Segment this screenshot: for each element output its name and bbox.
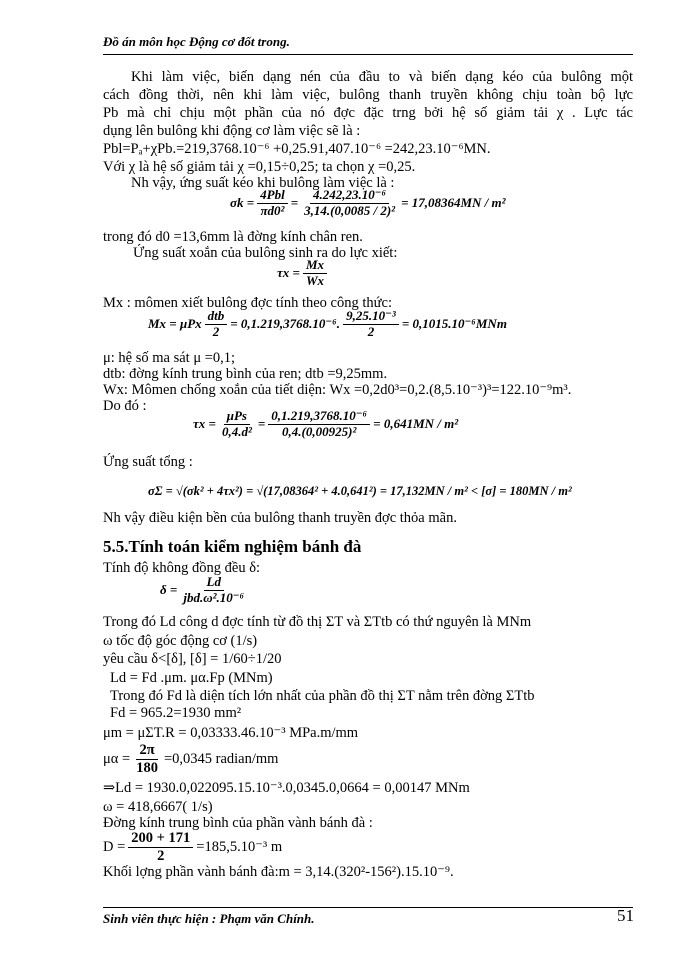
paragraph-line: dụng lên bulông khi động cơ làm việc sẽ là : [103,123,361,139]
footer-rule [103,907,633,908]
equation-mu-alpha: μα = $\frac{2\pi}{180}$ =0,0345 radian/mm [103,742,279,776]
equation-sigma-k: σk = $\frac{\text{4Pbl}}{\text{πd0²}}$ = $\frac{\text{4.242,23.10⁻⁶}}{\text{3,14.(0,0085 / 2)²}}$ = 17,08364MN / m² [230,187,506,218]
paragraph-line: Tính độ không đồng đều δ: [103,560,261,576]
paragraph-line: Nh vậy điều kiện bền của bulông thanh truyền đợc thỏa mãn. [103,510,457,526]
paragraph-line: Do đó : [103,398,147,414]
paragraph-line: Mx : mômen xiết bulông đợc tính theo công thức: [103,295,392,311]
paragraph-line: μ: hệ số ma sát μ =0,1; [103,350,236,366]
paragraph-line: ω tốc độ góc động cơ (1/s) [103,633,258,649]
paragraph-line: Wx: Mômen chống xoắn của tiết diện: Wx =0,2d0³=0,2.(8,5.10⁻³)³=122.10⁻⁹m³. [103,382,572,398]
page-header: Đồ án môn học Động cơ đốt trong. [103,34,290,49]
paragraph-line: Ld = Fd .μm. μα.Fp (MNm) [110,670,273,686]
paragraph-line: Khi làm việc, biến dạng nén của đầu to và biến dạng kéo của bulông một [131,69,633,85]
paragraph-line: Fd = 965.2=1930 mm² [110,705,242,721]
equation-tau-x-value: τx = $\frac{\text{μPs}}{\text{0,4.d²}}$ = $\frac{\text{0,1.219,3768.10⁻⁶}}{\text{0,4.(0,00925)²}}$ = 0,641MN / m² [193,408,459,439]
equation-d: D = $\frac{200 + 171}{2}$ =185,5.10⁻³ m [103,830,283,864]
paragraph-line: Với χ là hệ số giảm tải χ =0,15÷0,25; ta chọn χ =0,25. [103,159,416,175]
paragraph-line: μm = μΣT.R = 0,03333.46.10⁻³ MPa.m/mm [103,725,359,741]
paragraph-line: Khối lợng phần vành bánh đà:m = 3,14.(320²-156²).15.10⁻⁹. [103,864,454,880]
paragraph-line: ⇒Ld = 1930.0,022095.15.10⁻³.0,0345.0,0664 = 0,00147 MNm [103,780,470,796]
page-footer: Sinh viên thực hiện : Phạm văn Chính. [103,911,315,926]
paragraph-line: Trong đó Ld công d đợc tính từ đồ thị ΣT và ΣTtb có thứ nguyên là MNm [103,614,532,630]
paragraph-line: ω = 418,6667( 1/s) [103,799,213,815]
paragraph-line: Đờng kính trung bình của phần vành bánh đà : [103,815,373,831]
equation-tau-x: τx = $\frac{Mx}{Wx}$ [277,258,330,289]
paragraph-line: Ứng suất tổng : [103,454,193,470]
equation-mx: Mx = μPx $\frac{\text{dtb}}{2}$ = 0,1.219,3768.10⁻⁶. $\frac{\text{9,25.10⁻³}}{2}$ = 0,1015.10⁻⁶MNm [148,308,507,339]
paragraph-line: trong đó d0 =13,6mm là đờng kính chân ren. [103,229,363,245]
equation-sigma-total: σΣ = √(σk² + 4τx²) = √(17,08364² + 4.0,641²) = 17,132MN / m² < [σ] = 180MN / m² [148,484,572,498]
paragraph-line: Ứng suất xoắn của bulông sinh ra do lực xiết: [133,245,398,261]
header-rule [103,54,633,55]
paragraph-line: Nh vậy, ứng suất kéo khi bulông làm việc là : [131,175,395,191]
paragraph-line: Pb mà chỉ chịu một phần của nó đợc đặc trng bởi hệ số giảm tải χ . Lực tác [103,105,633,121]
page-number: 51 [617,906,634,925]
paragraph-line: cách đồng thời, nên khi làm việc, bulông thanh truyền không chịu toàn bộ lực [103,87,633,103]
section-heading: 5.5.Tính toán kiểm nghiệm bánh đà [103,537,362,556]
formula-pbl: Pbl=Pₐ+χPb.=219,3768.10⁻⁶ +0,25.91,407.10⁻⁶ =242,23.10⁻⁶MN. [103,141,491,157]
paragraph-line: yêu cầu δ<[δ], [δ] = 1/60÷1/20 [103,651,282,667]
paragraph-line: dtb: đờng kính trung bình của ren; dtb =9,25mm. [103,366,388,382]
paragraph-line: Trong đó Fd là diện tích lớn nhất của phần đồ thị ΣT nằm trên đờng ΣTtb [110,688,535,704]
equation-delta: δ = $\frac{Ld}{\text{jbd.ω².10⁻⁶}}$ [160,574,245,605]
